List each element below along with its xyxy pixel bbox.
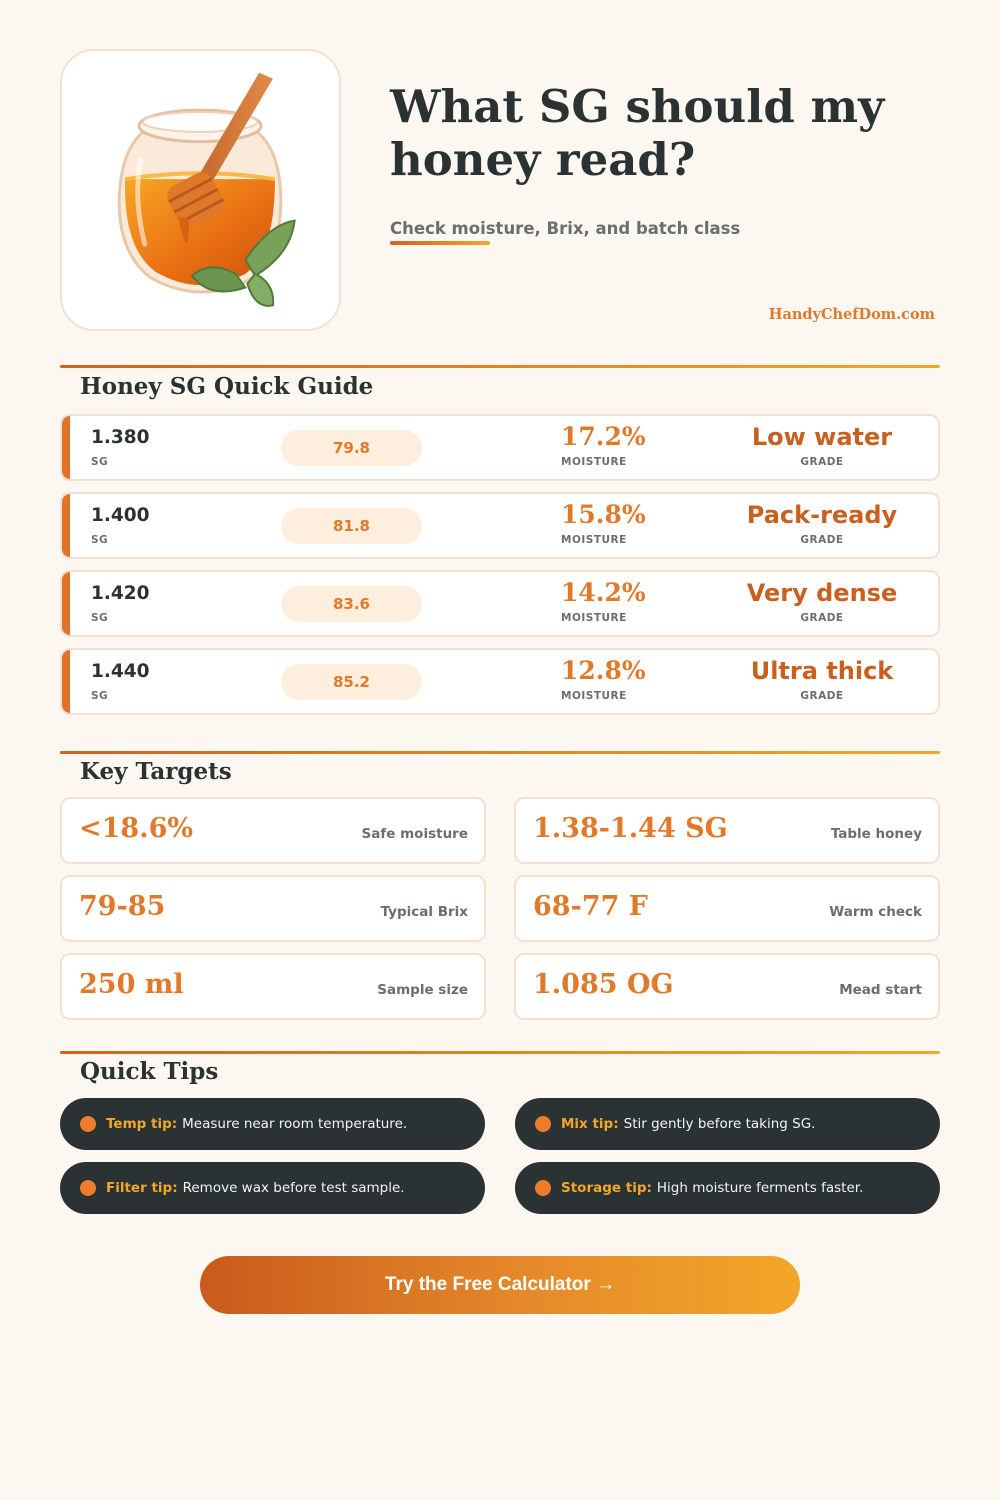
bullet-dot-icon (80, 1116, 96, 1132)
tips-section-title: Quick Tips (80, 1058, 219, 1085)
grade-label: GRADE (800, 456, 844, 468)
sg-label: SG (91, 534, 109, 546)
target-label: Warm check (829, 904, 922, 920)
target-card (514, 953, 940, 1020)
moisture-label: MOISTURE (561, 456, 627, 468)
target-card (60, 797, 486, 864)
tip-key: Mix tip: (561, 1116, 619, 1132)
honey-jar-icon (62, 51, 339, 329)
target-label: Mead start (839, 982, 922, 998)
bullet-dot-icon (535, 1116, 551, 1132)
target-value: 1.085 OG (533, 969, 674, 1000)
target-card (514, 797, 940, 864)
grade-value: Very dense (746, 579, 898, 607)
sg-value: 1.400 (91, 505, 150, 526)
grade-label: GRADE (800, 534, 844, 546)
bullet-dot-icon (535, 1180, 551, 1196)
sg-value: 1.420 (91, 583, 150, 604)
moisture-label: MOISTURE (561, 612, 627, 624)
targets-section-title: Key Targets (80, 758, 232, 785)
moisture-label: MOISTURE (561, 690, 627, 702)
tip-text: Remove wax before test sample. (182, 1180, 405, 1196)
guide-row (60, 492, 940, 559)
brix-pill: 83.6 (281, 586, 422, 622)
sg-value: 1.380 (91, 427, 150, 448)
calculator-cta-button[interactable]: Try the Free Calculator → (200, 1256, 800, 1314)
tip-text: Measure near room temperature. (182, 1116, 408, 1132)
sg-label: SG (91, 612, 109, 624)
brix-pill: 81.8 (281, 508, 422, 544)
sg-value: 1.440 (91, 661, 150, 682)
honey-jar-illustration (60, 49, 341, 331)
tip-pill (60, 1098, 485, 1150)
guide-section-title: Honey SG Quick Guide (80, 373, 374, 400)
brix-pill: 85.2 (281, 664, 422, 700)
target-card (60, 875, 486, 942)
sg-label: SG (91, 456, 109, 468)
row-accent-bar (62, 650, 70, 713)
section-divider (60, 751, 940, 754)
target-card (514, 875, 940, 942)
target-value: <18.6% (79, 813, 194, 844)
brix-pill: 79.8 (281, 430, 422, 466)
row-accent-bar (62, 416, 70, 479)
target-card (60, 953, 486, 1020)
moisture-label: MOISTURE (561, 534, 627, 546)
tip-pill (515, 1098, 940, 1150)
target-label: Table honey (830, 826, 922, 842)
tip-key: Temp tip: (106, 1116, 178, 1132)
tip-pill (515, 1162, 940, 1214)
moisture-value: 17.2% (561, 422, 646, 451)
tip-text: Stir gently before taking SG. (623, 1116, 816, 1132)
section-divider (60, 1051, 940, 1054)
tip-key: Storage tip: (561, 1180, 652, 1196)
brand-link[interactable]: HandyChefDom.com (768, 306, 935, 323)
target-value: 68-77 F (533, 891, 648, 922)
sg-label: SG (91, 690, 109, 702)
grade-value: Pack-ready (746, 501, 898, 529)
tip-text: High moisture ferments faster. (656, 1180, 864, 1196)
target-label: Sample size (377, 982, 468, 998)
row-accent-bar (62, 572, 70, 635)
moisture-value: 15.8% (561, 500, 646, 529)
grade-label: GRADE (800, 612, 844, 624)
target-label: Typical Brix (380, 904, 468, 920)
tip-key: Filter tip: (106, 1180, 178, 1196)
grade-value: Low water (751, 423, 893, 451)
row-accent-bar (62, 494, 70, 557)
target-value: 79-85 (79, 891, 166, 922)
subtitle-underline (390, 241, 490, 245)
target-label: Safe moisture (361, 826, 468, 842)
moisture-value: 14.2% (561, 578, 646, 607)
guide-row (60, 570, 940, 637)
bullet-dot-icon (80, 1180, 96, 1196)
grade-value: Ultra thick (750, 657, 894, 685)
guide-row (60, 648, 940, 715)
target-value: 1.38-1.44 SG (533, 813, 728, 844)
target-value: 250 ml (79, 969, 184, 1000)
guide-row (60, 414, 940, 481)
page-subtitle: Check moisture, Brix, and batch class (390, 219, 741, 238)
page-title: What SG should my honey read? (390, 80, 885, 186)
tip-pill (60, 1162, 485, 1214)
grade-label: GRADE (800, 690, 844, 702)
moisture-value: 12.8% (561, 656, 646, 685)
section-divider (60, 365, 940, 368)
